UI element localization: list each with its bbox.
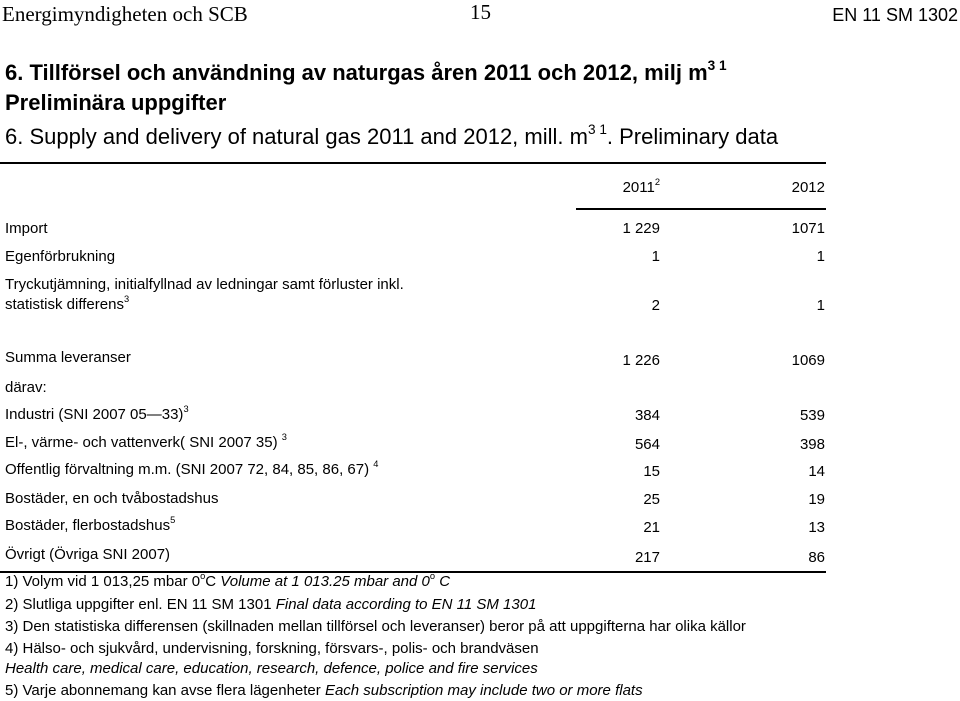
table-row-public-sup: 4 [373, 458, 379, 469]
table-row-apartments-text: Bostäder, flerbostadshus [5, 517, 171, 534]
table-top-rule [0, 162, 826, 164]
table-row-losses-sup: 3 [123, 293, 130, 304]
table-row-industry-2012: 539 [799, 407, 825, 424]
table-row-apartments-label [5, 514, 176, 534]
table-row-total-2012: 1069 [791, 352, 825, 369]
table-row-houses-label: Bostäder, en och tvåbostadshus [5, 490, 219, 507]
footnote-5-sv: 5) Varje abonnemang kan avse flera lägenheter [5, 682, 325, 699]
table-row-losses-2012: 1 [816, 297, 825, 314]
footnote-4-en-text: Health care, medical care, education, research, defence, police and fire services [5, 660, 538, 677]
table-row-import-label: Import [5, 220, 48, 237]
table-row-losses-label: Tryckutjämning, initialfyllnad av ledningar samt förluster inkl. [5, 276, 404, 293]
table-row-total-2011: 1 226 [622, 352, 660, 369]
title-swedish [5, 57, 727, 86]
table-row-own-use-2011: 1 [651, 248, 660, 265]
agency-name: Energimyndigheten och SCB [2, 2, 248, 26]
table-row-import-2011: 1 229 [622, 220, 660, 237]
footnote-2-sv: 2) Slutliga uppgifter enl. EN 11 SM 1301 [5, 596, 276, 613]
table-row-public-2012: 14 [808, 463, 825, 480]
table-row-houses-2011: 25 [643, 491, 660, 508]
table-row-other-2011: 217 [634, 549, 660, 566]
table-row-apartments-2012: 13 [808, 519, 825, 536]
table-row-public-label [5, 458, 379, 478]
title-swedish-text: 6. Tillförsel och användning av naturgas åren 2011 och 2012, milj m [5, 60, 708, 85]
footnote-3: 3) Den statistiska differensen (skillnaden mellan tillförsel och leveranser) beror på att uppgifterna har olika källor [5, 618, 746, 635]
footnote-5-en: Each subscription may include two or more flats [324, 682, 643, 699]
table-row-industry-2011: 384 [634, 407, 660, 424]
footnote-1-sv-sup: o [200, 570, 206, 581]
table-row-other-label: Övrigt (Övriga SNI 2007) [5, 546, 171, 563]
table-row-public-text: Offentlig förvaltning m.m. (SNI 2007 72, 84, 85, 86, 67) [5, 461, 370, 478]
footnote-1-en-b: C [435, 573, 451, 590]
table-row-power-text: El-, värme- och vattenverk( SNI 2007 35) [5, 434, 278, 451]
column-header-2012: 2012 [791, 179, 825, 196]
table-row-apartments-sup: 5 [170, 514, 176, 525]
title-swedish-sup: 3 1 [707, 57, 727, 73]
title-english-text: 6. Supply and delivery of natural gas 2011 and 2012, mill. m [5, 124, 588, 149]
table-row-of-which-label: därav: [5, 379, 47, 396]
table-row-power-label [5, 431, 287, 451]
table-row-other-2012: 86 [808, 549, 825, 566]
title-english-tail: . Preliminary data [606, 124, 779, 149]
footnote-1-en-a: Volume at 1 013.25 mbar and 0 [220, 573, 430, 590]
table-row-public-2011: 15 [643, 463, 660, 480]
table-row-industry-text: Industri (SNI 2007 05—33) [5, 406, 184, 423]
table-row-power-sup: 3 [281, 431, 287, 442]
table-row-total-label: Summa leveranser [5, 349, 131, 366]
title-swedish-subtitle: Preliminära uppgifter [5, 90, 227, 115]
table-row-own-use-label: Egenförbrukning [5, 248, 116, 265]
table-row-import-2012: 1071 [791, 220, 825, 237]
table-row-power-2011: 564 [634, 436, 660, 453]
table-row-power-2012: 398 [799, 436, 825, 453]
footnote-1 [5, 570, 451, 590]
table-row-houses-2012: 19 [808, 491, 825, 508]
column-header-2011 [570, 176, 660, 196]
footnote-1-sv-a: 1) Volym vid 1 013,25 mbar 0 [5, 573, 201, 590]
footnote-1-sv-b: C [205, 573, 221, 590]
table-row-losses-label-line2 [5, 293, 130, 313]
footnote-2 [5, 596, 536, 613]
footnote-5 [5, 682, 643, 699]
table-row-own-use-2012: 1 [816, 248, 825, 265]
table-row-losses-label-text: statistisk differens [5, 296, 124, 313]
column-header-2011-sup: 2 [654, 176, 660, 187]
table-row-industry-label [5, 403, 189, 423]
column-header-rule [576, 208, 826, 210]
footnote-1-en-sup: o [429, 570, 436, 581]
title-english-sup: 3 1 [587, 121, 607, 137]
table-row-industry-sup: 3 [183, 403, 189, 414]
column-header-2011-label: 2011 [622, 179, 655, 196]
table-row-apartments-2011: 21 [643, 519, 660, 536]
footnote-2-en: Final data according to EN 11 SM 1301 [275, 596, 537, 613]
table-row-losses-2011: 2 [651, 297, 660, 314]
title-english [5, 121, 779, 150]
footnote-4-sv: 4) Hälso- och sjukvård, undervisning, forskning, försvars-, polis- och brandväsen [5, 640, 539, 657]
footnote-4-en [5, 660, 538, 677]
series-code: EN 11 SM 1302 [832, 5, 958, 25]
page-number: 15 [470, 0, 491, 24]
